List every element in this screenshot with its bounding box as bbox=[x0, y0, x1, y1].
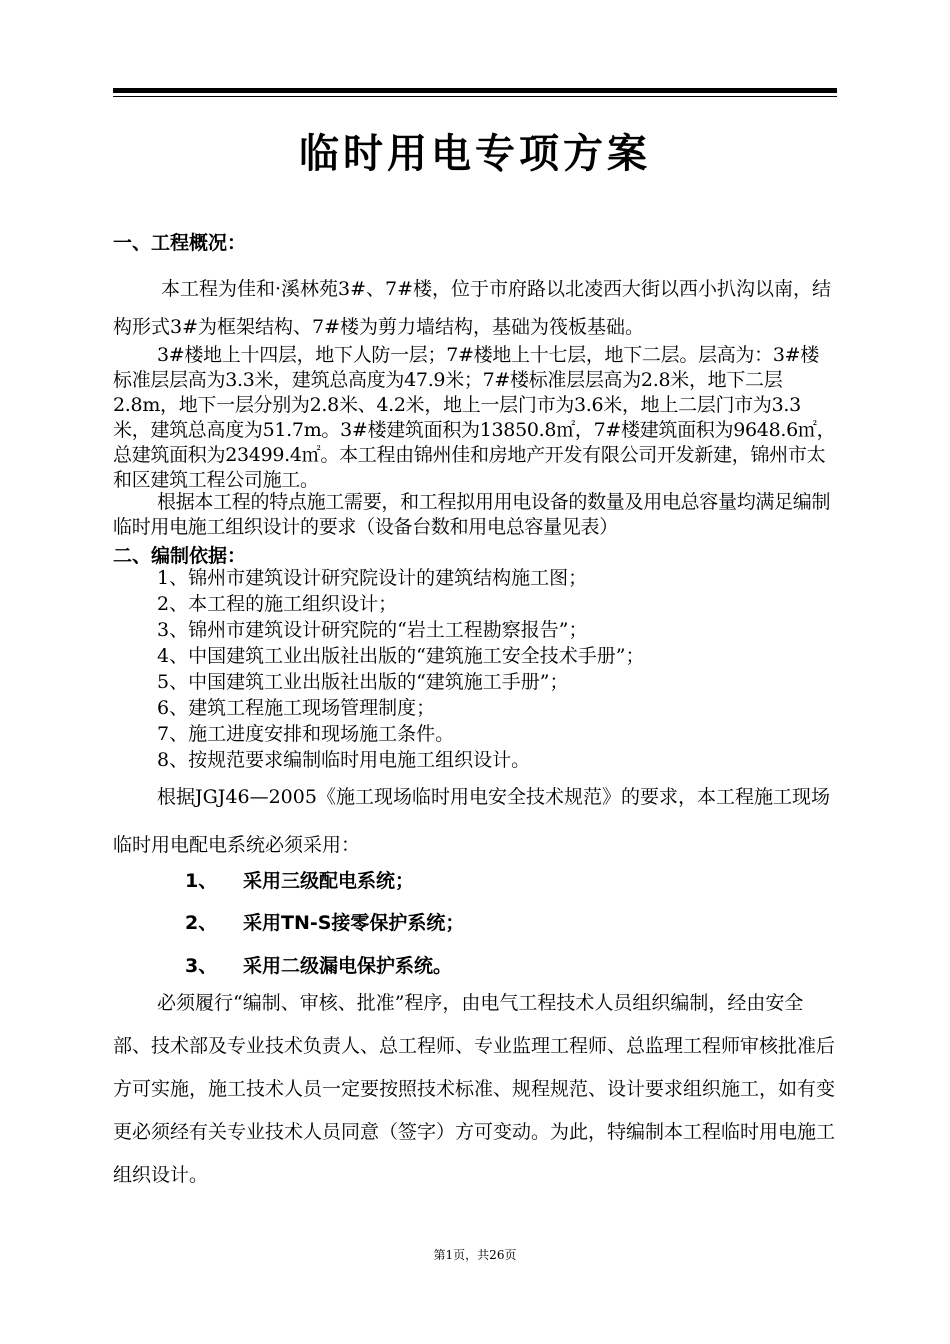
header-rule-thin bbox=[113, 96, 837, 97]
basis-item: 4、中国建筑工业出版社出版的“建筑施工安全技术手册”； bbox=[157, 645, 645, 667]
document-title: 临时用电专项方案 bbox=[299, 131, 651, 177]
system-item-number: 2、 bbox=[185, 912, 218, 934]
basis-list bbox=[157, 565, 645, 773]
system-item-text: 采用三级配电系统； bbox=[243, 870, 415, 892]
basis-item: 6、建筑工程施工现场管理制度； bbox=[157, 697, 436, 719]
basis-item: 2、本工程的施工组织设计； bbox=[157, 593, 398, 615]
basis-item: 7、施工进度安排和现场施工条件。 bbox=[157, 723, 455, 745]
header-rule-thick bbox=[113, 88, 837, 93]
section-heading-basis: 二、编制依据： bbox=[113, 545, 247, 567]
basis-item: 8、按规范要求编制临时用电施工组织设计。 bbox=[157, 749, 531, 771]
basis-item: 5、中国建筑工业出版社出版的“建筑施工手册”； bbox=[157, 671, 569, 693]
system-item-text: 采用二级漏电保护系统。 bbox=[243, 955, 453, 977]
overview-paragraph-3: 根据本工程的特点施工需要，和工程拟用用电设备的数量及用电总容量均满足编制临时用电施工组织设计的要求（设备台数和用电总容量见表） bbox=[113, 491, 831, 538]
system-item-number: 1、 bbox=[185, 870, 218, 892]
system-item-1 bbox=[185, 866, 414, 893]
basis-item: 3、锦州市建筑设计研究院的“岩土工程勘察报告”； bbox=[157, 619, 588, 641]
system-item-number: 3、 bbox=[185, 955, 218, 977]
section-heading-overview: 一、工程概况： bbox=[113, 232, 247, 254]
page-footer: 第1页，共26页 bbox=[433, 1248, 517, 1262]
system-item-3 bbox=[185, 951, 452, 978]
procedure-paragraph: 必须履行“编制、审核、批准”程序，由电气工程技术人员组织编制，经由安全部、技术部及专业技术负责人、总工程师、专业监理工程师、总监理工程师审核批准后方可实施，施工技术人员一定要按照技术标准、规程规范、设计要求组织施工，如有变更必须经有关专业技术人员同意（签字）方可变动。为此，特编制本工程临时用电施工组织设计。 bbox=[113, 992, 836, 1186]
basis-item: 1、锦州市建筑设计研究院设计的建筑结构施工图； bbox=[157, 567, 588, 589]
system-item-2 bbox=[185, 908, 464, 935]
overview-paragraph-2: 3#楼地上十四层，地下人防一层；7#楼地上十七层，地下二层。层高为：3#楼标准层层高为3.3米，建筑总高度为47.9米；7#楼标准层层高为2.8米，地下二层2.8m，地下一层分别为2.8米、4.2米，地上一层门市为3.6米，地上二层门市为3.3米，建筑总高度为51.7m。3#楼建筑面积为13850.8㎡，7#楼建筑面积为9648.6㎡，总建筑面积为23499.4㎡。本工程由锦州佳和房地产开发有限公司开发新建，锦州市太和区建筑工程公司施工。 bbox=[113, 344, 836, 491]
system-item-text: 采用TN-S接零保护系统； bbox=[243, 912, 465, 934]
overview-paragraph-1: 本工程为佳和·溪林苑3#、7#楼，位于市府路以北凌西大街以西小扒沟以南，结构形式3#为框架结构、7#楼为剪力墙结构，基础为筏板基础。 bbox=[113, 278, 832, 338]
standard-paragraph: 根据JGJ46—2005《施工现场临时用电安全技术规范》的要求，本工程施工现场临时用电配电系统必须采用： bbox=[113, 786, 830, 856]
